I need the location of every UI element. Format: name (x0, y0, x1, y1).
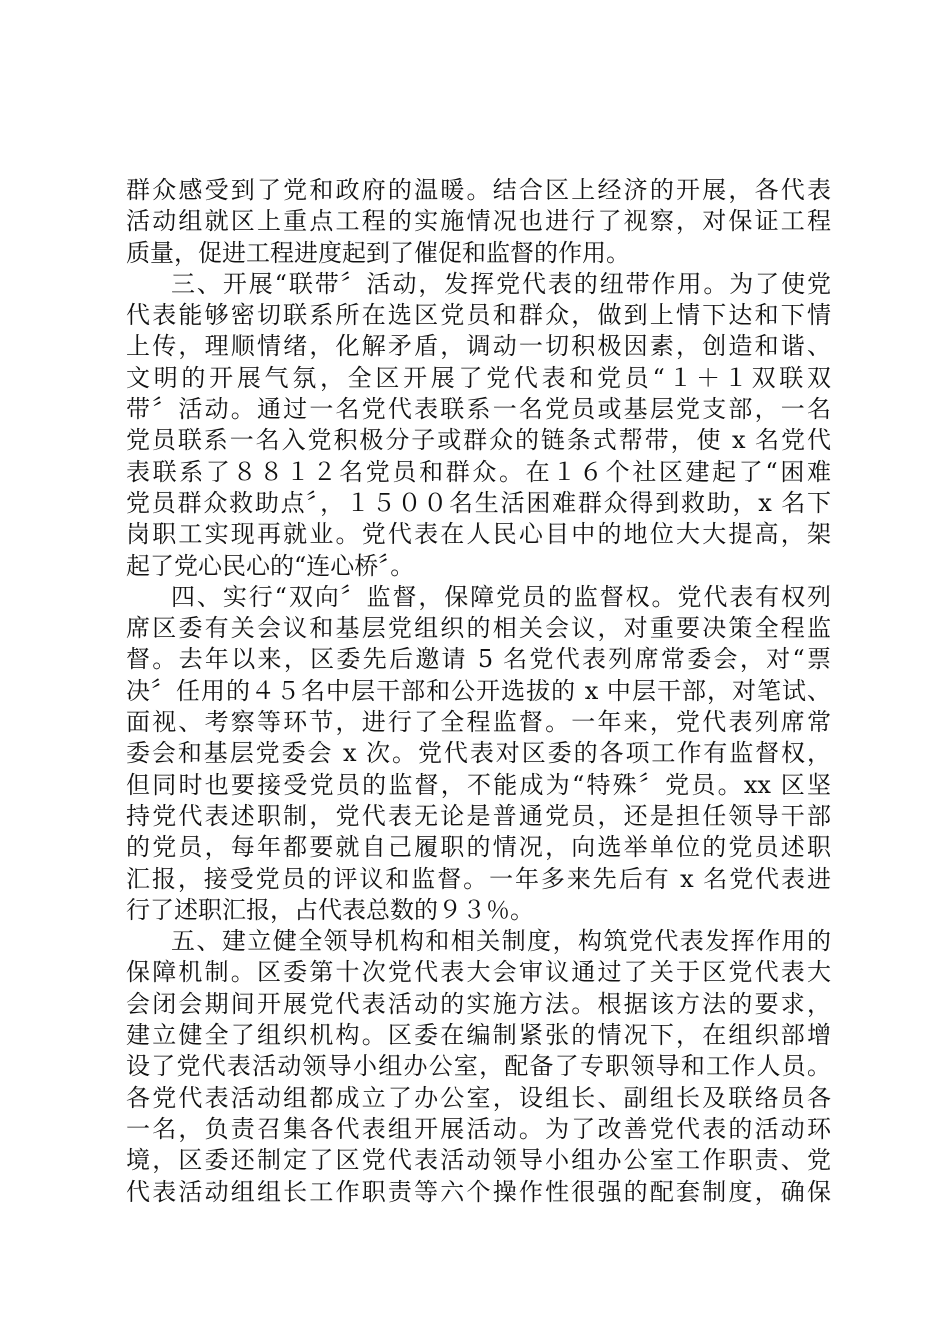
text-line: 岗职工实现再就业。党代表在人民心目中的地位大大提高，架 (126, 520, 831, 549)
body-text (126, 175, 831, 1208)
text-line: 代表能够密切联系所在选区党员和群众，做到上情下达和下情 (126, 301, 831, 330)
text-line: 但同时也要接受党员的监督，不能成为“特殊〞党员。xx 区坚 (126, 770, 831, 799)
text-line: 汇报，接受党员的评议和监督。一年多来先后有 x 名党代表进 (126, 864, 831, 893)
text-line: 党员群众救助点〞，１５００名生活困难群众得到救助，x 名下 (126, 488, 831, 517)
text-line: 各党代表活动组都成立了办公室，设组长、副组长及联络员各 (126, 1083, 831, 1112)
text-line: 质量，促进工程进度起到了催促和监督的作用。 (126, 238, 630, 267)
text-line: 持党代表述职制，党代表无论是普通党员，还是担任领导干部 (126, 801, 831, 830)
text-line: 五、建立健全领导机构和相关制度，构筑党代表发挥作用的 (171, 927, 831, 956)
text-line: 境，区委还制定了区党代表活动领导小组办公室工作职责、党 (126, 1146, 831, 1175)
text-line: 文明的开展气氛，全区开展了党代表和党员“１＋１双联双 (126, 363, 831, 392)
text-line: 的党员，每年都要就自己履职的情况，向选举单位的党员述职 (126, 833, 831, 862)
text-line: 三、开展“联带〞活动，发挥党代表的纽带作用。为了使党 (171, 269, 831, 298)
text-line: 设了党代表活动领导小组办公室，配备了专职领导和工作人员。 (126, 1052, 831, 1081)
text-line: 建立健全了组织机构。区委在编制紧张的情况下，在组织部增 (126, 1021, 831, 1050)
text-line: 起了党心民心的“连心桥〞。 (126, 551, 415, 580)
text-line: 席区委有关会议和基层党组织的相关会议，对重要决策全程监 (126, 614, 831, 643)
text-line: 表联系了８８１２名党员和群众。在１６个社区建起了“困难 (126, 457, 831, 486)
text-line: 活动组就区上重点工程的实施情况也进行了视察，对保证工程 (126, 207, 831, 236)
text-line: 保障机制。区委第十次党代表大会审议通过了关于区党代表大 (126, 958, 831, 987)
text-line: 行了述职汇报，占代表总数的９３％。 (126, 895, 534, 924)
text-line: 带〞活动。通过一名党代表联系一名党员或基层党支部，一名 (126, 395, 831, 424)
text-line: 党员联系一名入党积极分子或群众的链条式帮带，使 x 名党代 (126, 426, 831, 455)
text-line: 四、实行“双向〞监督，保障党员的监督权。党代表有权列 (171, 582, 831, 611)
text-line: 上传，理顺情绪，化解矛盾，调动一切积极因素，创造和谐、 (126, 332, 831, 361)
text-line: 一名，负责召集各代表组开展活动。为了改善党代表的活动环 (126, 1114, 831, 1143)
text-line: 督。去年以来，区委先后邀请 5 名党代表列席常委会，对“票 (126, 645, 831, 674)
text-line: 委会和基层党委会 x 次。党代表对区委的各项工作有监督权， (126, 739, 831, 768)
text-line: 代表活动组组长工作职责等六个操作性很强的配套制度，确保 (126, 1177, 831, 1206)
text-line: 会闭会期间开展党代表活动的实施方法。根据该方法的要求， (126, 989, 831, 1018)
text-line: 决〞任用的４５名中层干部和公开选拔的 x 中层干部，对笔试、 (126, 676, 831, 705)
text-line: 群众感受到了党和政府的温暖。结合区上经济的开展，各代表 (126, 176, 831, 204)
text-line: 面视、考察等环节，进行了全程监督。一年来，党代表列席常 (126, 708, 831, 737)
